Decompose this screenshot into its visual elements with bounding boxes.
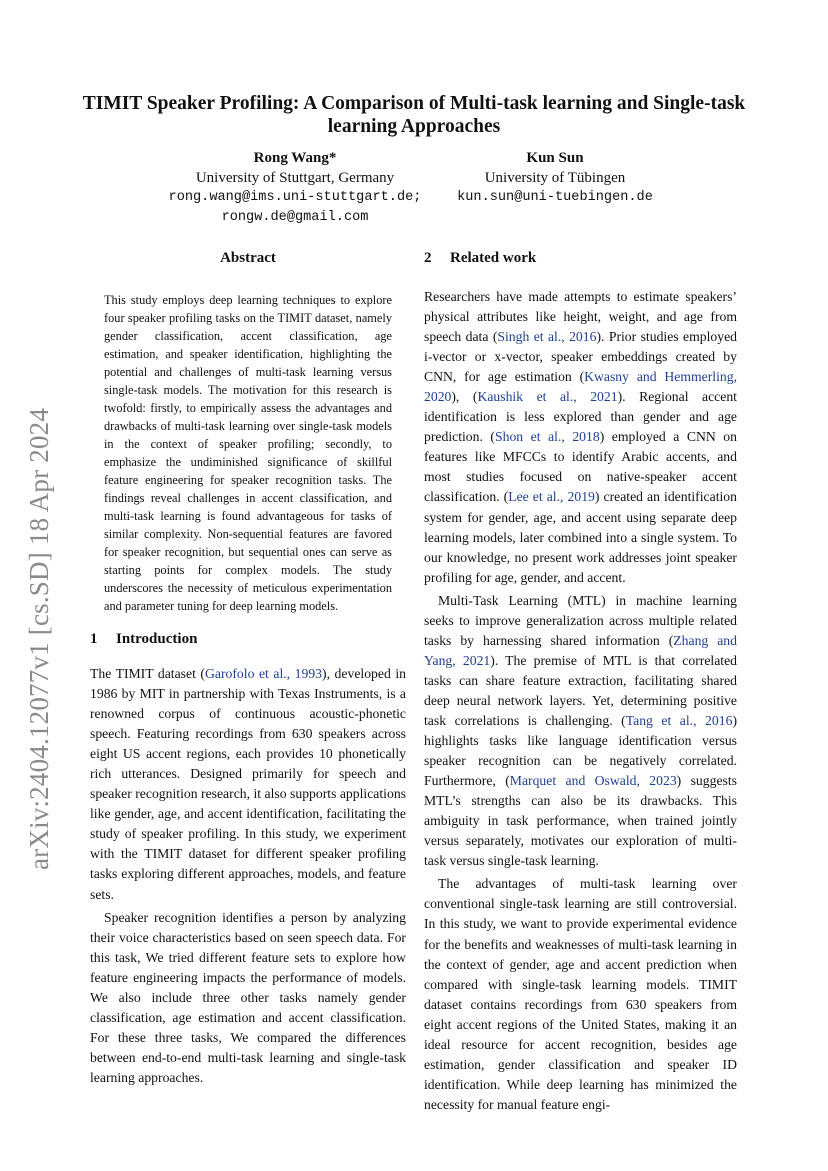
paragraph <box>90 664 406 905</box>
paper-title: TIMIT Speaker Profiling: A Comparison of Multi-task learning and Single-task learning Approaches <box>82 93 746 137</box>
author-block-1 <box>130 148 460 228</box>
citation-link[interactable]: Garofolo et al., 1993 <box>205 666 323 681</box>
citation-link[interactable]: Shon et al., 2018 <box>495 429 600 445</box>
section-heading-introduction <box>90 631 197 648</box>
author-email: kun.sun@uni-tuebingen.de <box>457 190 653 205</box>
author-email: rong.wang@ims.uni-stuttgart.de; <box>168 190 422 205</box>
text-run: ). The premise of MTL is that correlated tasks can share feature extraction, facilitating shared deep neural network layers. Yet, determining positive task correlations is challenging. ( <box>424 652 737 728</box>
abstract-heading: Abstract <box>220 250 276 266</box>
citation-link[interactable]: Kaushik et al., 2021 <box>477 389 618 405</box>
citation-link[interactable]: Marquet and Oswald, 2023 <box>509 773 677 789</box>
introduction-body <box>90 664 406 1088</box>
text-run: Researchers have made attempts to estimate speakers’ physical attributes like height, weight, and age from speech data ( <box>424 289 737 345</box>
citation-link[interactable]: Lee et al., 2019 <box>508 489 595 505</box>
citation-link[interactable]: Tang et al., 2016 <box>625 712 733 728</box>
section-title: Introduction <box>116 631 198 647</box>
related-work-body <box>424 287 737 1115</box>
citation-link[interactable]: Zhang and Yang, 2021 <box>424 632 737 668</box>
text-run: ) suggests MTL’s strengths can also be its drawbacks. This ambiguity in task performance, when trained jointly versus separately, motivates our exploration of multi-task versus single-task learning. <box>424 773 737 869</box>
section-number: 1 <box>90 631 98 647</box>
text-run: ), developed in 1986 by MIT in partnership with Texas Instruments, is a renowned corpus of continuous acoustic-phonetic speech. Featuring recordings from 630 speakers across eight US accent regions, each provides 10 phonetically rich utterances. Designed primarily for speech and speaker recognition research, it also supports applications like gender, age, and accent identification, facilitating the study of speaker profiling. In this study, we experiment with the TIMIT dataset for different speaker profiling tasks exploring different approaches, models, and feature sets. <box>90 666 406 902</box>
text-run: ) employed a CNN on features like MFCCs to identify Arabic accents, and most studies focused on native-speaker accent classification. ( <box>424 429 737 505</box>
author-block-2 <box>430 148 680 208</box>
author-name: Rong Wang* <box>253 150 337 166</box>
paragraph: Speaker recognition identifies a person by analyzing their voice characteristics based on seen speech data. For this task, We tried different feature sets to explore how feature engineering impacts the performance of models. We also include three other tasks namely gender classification, age estimation and accent classification. For these three tasks, We compared the differences between end-to-end multi-task learning and single-task learning approaches. <box>90 909 406 1085</box>
author-affiliation: University of Stuttgart, Germany <box>195 170 395 186</box>
text-run: ), ( <box>451 389 478 405</box>
paragraph <box>424 287 737 588</box>
text-run: Multi-Task Learning (MTL) in machine learning seeks to improve generalization across multiple related tasks by harnessing shared information ( <box>424 592 737 648</box>
section-heading-related-work <box>424 250 536 267</box>
text-run: ). Regional accent identification is less explored than gender and age prediction. ( <box>424 389 737 445</box>
text-run: ) created an identification system for gender, age, and accent using separate deep learning models, later combined into a single system. To our knowledge, no present work addresses joint speaker profiling for age, gender, and accent. <box>424 489 737 585</box>
citation-link[interactable]: Singh et al., 2016 <box>497 329 597 345</box>
paragraph <box>424 591 737 872</box>
arxiv-identifier: arXiv:2404.12077v1 [cs.SD] 18 Apr 2024 <box>24 407 54 870</box>
section-number: 2 <box>424 250 432 266</box>
paragraph: The advantages of multi-task learning over conventional single-task learning are still controversial. In this study, we want to provide experimental evidence for the benefits and weaknesses of multi-task learning in the context of gender, age and accent prediction when compared with single-task learning models. TIMIT dataset contains recordings from 630 speakers from eight accent regions of the United States, making it an ideal resource for accent recognition, besides age estimation, gender classification and speaker ID identification. While deep learning has minimized the necessity for manual feature engi- <box>424 876 737 1112</box>
text-run: The TIMIT dataset ( <box>90 666 205 681</box>
text-run: ). Prior studies employed i-vector or x-vector, speaker embeddings created by CNN, for age estimation ( <box>424 329 737 385</box>
text-run: ) highlights tasks like language identification versus speaker recognition can be negatively correlated. Furthermore, ( <box>424 712 737 789</box>
author-name: Kun Sun <box>526 150 584 166</box>
author-email: rongw.de@gmail.com <box>221 210 369 225</box>
citation-link[interactable]: Kwasny and Hemmerling, 2020 <box>424 369 737 405</box>
section-title: Related work <box>450 250 537 266</box>
author-affiliation: University of Tübingen <box>484 170 626 186</box>
abstract-text: This study employs deep learning techniques to explore four speaker profiling tasks on the TIMIT dataset, namely gender classification, accent classification, age estimation, and speaker identification, highlighting the potential and challenges of multi-task learning versus single-task models. The motivation for this research is twofold: firstly, to empirically assess the advantages and drawbacks of multi-task learning over single-task models in the context of speaker profiling; secondly, to emphasize the undiminished significance of skillful feature engineering for speaker recognition tasks. The findings reveal challenges in accent classification, and multi-task learning is found advantageous for tasks of similar complexity. Non-sequential features are favored for speaker recognition, but sequential ones can serve as starting points for complex models. The study underscores the necessity of meticulous experimentation and parameter tuning for deep learning models. <box>104 293 392 613</box>
